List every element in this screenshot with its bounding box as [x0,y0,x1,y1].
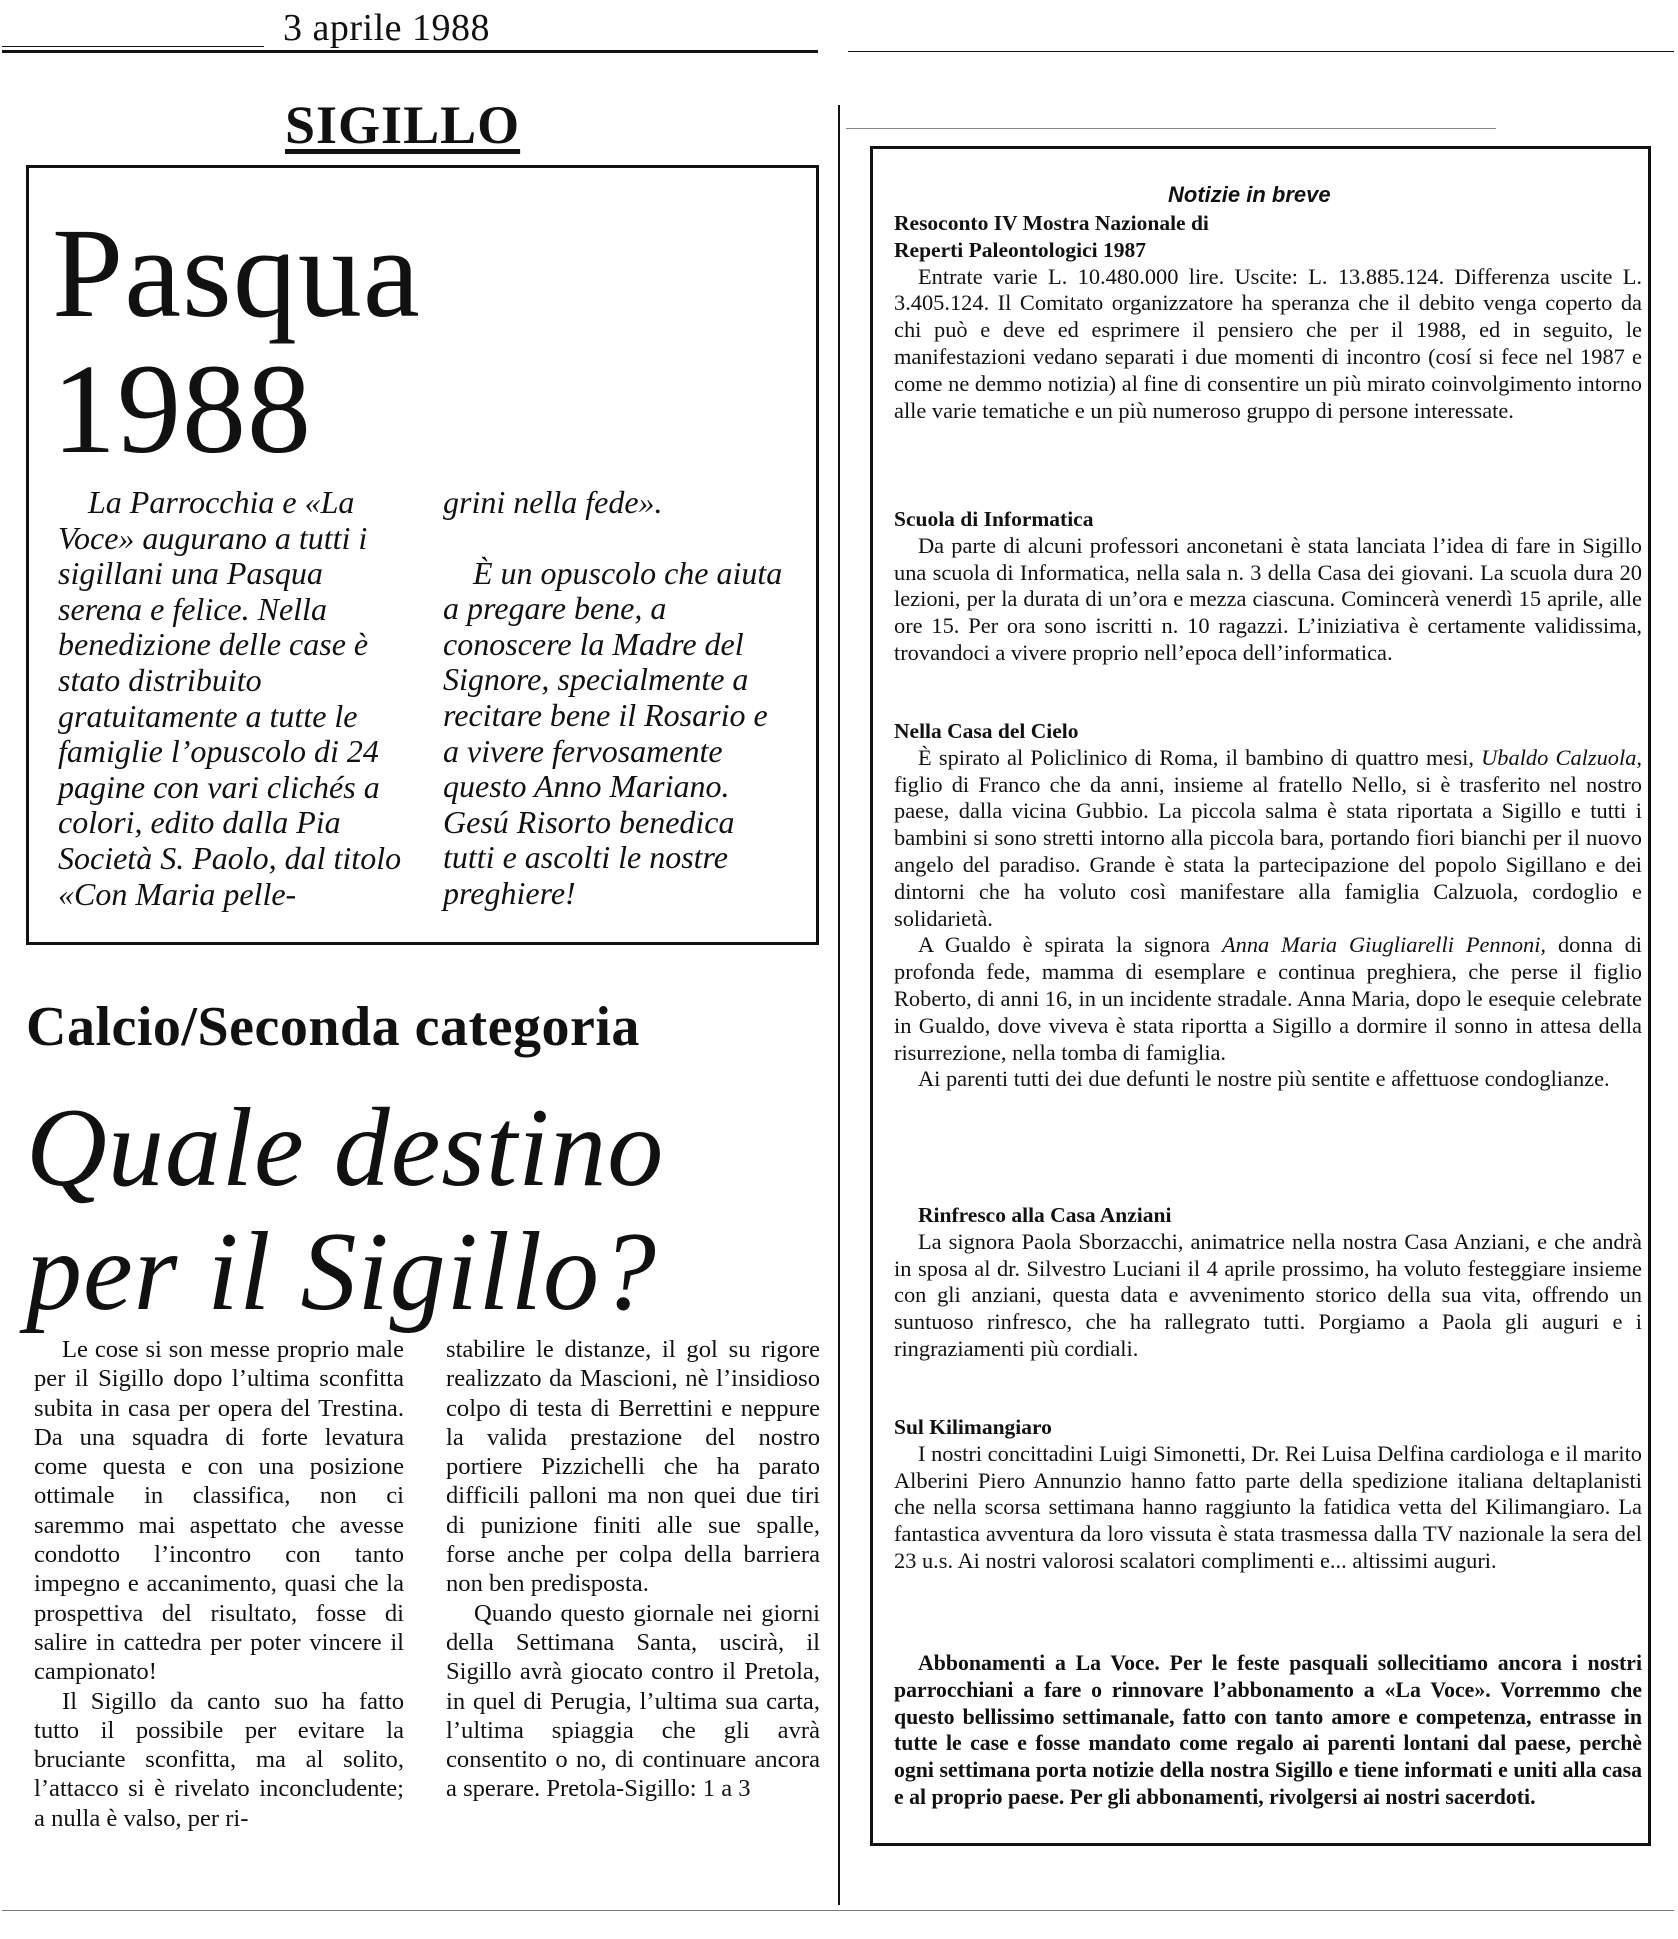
calcio-column-2 [446,1335,820,1804]
calcio-headline-line2: per il Sigillo? [26,1210,657,1334]
abbonamenti-item [894,1650,1642,1811]
right-top-rule [846,128,1496,129]
cielo-p2-b: donna di profonda fede, mamma di esemplare e continua preghiera, che perse il figlio Roberto, di anni 16, in un incidente stradale. Anna Maria, dopo le esequie celebrate in Gualdo, dove viveva è stata riportta a Sigillo a dormire il sonno in attesa della risurrezione, nella tomba di famiglia. [894,932,1642,1065]
pasqua-paragraph-1: La Parrocchia e «La Voce» augurano a tutti i sigillani una Pasqua serena e felice. Nella benedizione delle case è stato distribuito gratuitamente a tutte le famiglie l’opuscolo di 24 pagine con vari clichés a colori, edito dalla Pia Società S. Paolo, dal titolo «Con Maria pelle- [58,484,402,912]
mostra-text: Entrate varie L. 10.480.000 lire. Uscite: L. 13.885.124. Differenza uscite L. 3.405.124. Il Comitato organizzatore ha speranza che il debito venga coperto da chi può e deve ed esprimere il pensiero che per il 1988, ed in seguito, le manifestazioni vedano separati i due momenti di incontro (cosí si fece nel 1987 e come ne demmo notizia) al fine di consentire un più mirato coinvolgimento intorno alle varie tematiche e un più numeroso gruppo di persone interessate. [894,263,1642,423]
cielo-title: Nella Casa del Cielo [894,719,1079,743]
cielo-item [894,718,1642,1093]
scuola-item [894,506,1642,667]
abbonamenti-text: Abbonamenti a La Voce. Per le feste pasquali sollecitiamo ancora i nostri parrocchiani a fare o rinnovare l’abbonamento a «La Voce». Vorremmo che questo bellissimo settimanale, fatto con tanto amore e competenza, entrasse in tutte le case e fosse mandato come regalo ai parenti lontani dal paese, perchè ogni settimana porta notizie della nostra Sigillo e tiene informati e uniti alla casa e al proprio paese. Per gli abbonamenti, rivolgersi ai nostri sacerdoti. [894,1651,1642,1809]
cielo-p1-b: figlio di Franco che da anni, insieme al fratello Nello, si è trasferito nel nostro paese, dalla vicina Gubbio. La piccola salma è stata riportata a Sigillo e tutti i bambini si sono stretti intorno alla piccola bara, portando fiori bianchi per il nuovo angelo del paradiso. Grande è stata la partecipazione del popolo Sigillano e dei dintorni che ha voluto così manifestare alla famiglia Calzuola, cordoglio e solidarietà. [894,771,1642,931]
calcio-paragraph-1: Le cose si son messe proprio male per il Sigillo dopo l’ultima sconfitta subita in casa per opera del Trestina. Da una squadra di forte levatura come questa e con una posizione ottimale in classifica, non ci saremmo mai aspettato che avesse condotto l’incontro con tanto impegno e accanimento, quasi che la prospettiva del risultato, fosse di salire in cattedra per poter vincere il campionato! [34,1336,404,1686]
kilimangiaro-title: Sul Kilimangiaro [894,1415,1052,1439]
pasqua-paragraph-2: È un opuscolo che aiuta a pregare bene, a conoscere la Madre del Signore, specialmente a recitare bene il Rosario e a vivere fervosamente questo Anno Mariano. Gesú Risorto benedica tutti e ascolti le nostre preghiere! [443,554,783,911]
cielo-paragraph-2 [894,932,1642,1066]
scuola-text: Da parte di alcuni professori anconetani è stata lanciata l’idea di fare in Sigillo una scuola di Informatica, nella sala n. 3 della Casa dei giovani. La scuola dura 20 lezioni, per la durata di un’ora e mezza ciascuna. Comincerà venerdì 15 aprile, alle ore 15. Per ora sono iscritti n. 10 ragazzi. L’iniziativa è certamente validissima, trovandoci a vivere proprio nell’epoca dell’informatica. [894,532,1642,665]
calcio-kicker: Calcio/Seconda categoria [26,996,640,1058]
pasqua-column-1 [58,485,403,912]
cielo-paragraph-3: Ai parenti tutti dei due defunti le nostre più sentite e affettuose condoglianze. [918,1066,1610,1092]
cielo-p2-a: A Gualdo è spirata la signora [918,932,1211,958]
rinfresco-text: La signora Paola Sborzacchi, animatrice nella nostra Casa Anziani, e che andrà in sposa al dr. Silvestro Luciani il 4 aprile prossimo, ha voluto festeggiare insieme con gli anziani, questa data e avvenimento storico della sua vita, offrendo un suntuoso rinfresco, che ha rallegrato tutti. Porgiamo a Paola gli auguri e i ringraziamenti più cordiali. [894,1228,1642,1361]
mostra-title: Resoconto IV Mostra Nazionale di Reperti Paleontologici 1987 [894,211,1209,262]
footer-rule [2,1910,1674,1911]
header-rule-left-thin [2,46,264,47]
scuola-title: Scuola di Informatica [894,507,1094,531]
calcio-paragraph-3: Quando questo giornale nei giorni della Settimana Santa, uscirà, il Sigillo avrà giocato contro il Pretola, in quel di Perugia, l’ultima sua carta, l’ultima spiaggia che gli avrà consentito o no, di continuare ancora a sperare. Pretola-Sigillo: 1 a 3 [446,1599,820,1803]
calcio-paragraph-2-continued: stabilire le distanze, il gol su rigore realizzato da Mascioni, nè l’insidioso colpo di testa di Berrettini e neppure la valida prestazione del nostro portiere Pizzichelli che ha parato difficili palloni ma non quei due tiri di punizione finiti alle sue spalle, forse anche per colpa della barriera non ben predisposta. [446,1336,820,1598]
pasqua-paragraph-1-continued: grini nella fede». [443,484,663,520]
issue-date: 3 aprile 1988 [283,7,491,49]
cielo-paragraph-1 [894,745,1642,933]
calcio-paragraph-2: Il Sigillo da canto suo ha fatto tutto il possibile per evitare la bruciante sconfitta, ma al solito, l’attacco si è rivelato inconcludente; a nulla è valso, per ri- [34,1687,404,1832]
cielo-p1-name: Ubaldo Calzuola, [1481,744,1642,770]
cielo-p2-name: Anna Maria Giugliarelli Pennoni, [1221,932,1547,958]
mostra-item [894,210,1642,424]
pasqua-headline-line2: 1988 [52,338,312,480]
header-rule-right [848,51,1674,52]
column-divider [838,105,840,1905]
calcio-headline-line1: Quale destino [26,1086,665,1210]
pasqua-headline-line1: Pasqua [52,202,421,344]
calcio-column-1 [34,1335,404,1833]
cielo-p1-a: È spirato al Policlinico di Roma, il bambino di quattro mesi, [918,744,1474,770]
header-rule-left [2,50,818,53]
calcio-headline [26,1086,664,1334]
pasqua-headline [52,202,421,480]
notizie-label: Notizie in breve [1168,182,1331,207]
kilimangiaro-text: I nostri concittadini Luigi Simonetti, Dr. Rei Luisa Delfina cardiologa e il marito Alberini Piero Annunzio hanno fatto parte della spedizione italiana deltaplanisti che nella scorsa settimana hanno raggiunto la fatidica vetta del Kilimangiaro. La fantastica avventura da loro vissuta è stata trasmessa dalla TV nazionale la sera del 23 u.s. Ai nostri valorosi scalatori complimenti e... altissimi auguri. [894,1440,1642,1573]
rinfresco-title: Rinfresco alla Casa Anziani [918,1203,1172,1227]
pasqua-column-2 [443,485,788,912]
section-title: SIGILLO [285,95,521,155]
kilimangiaro-item [894,1414,1642,1575]
rinfresco-item [894,1202,1642,1363]
